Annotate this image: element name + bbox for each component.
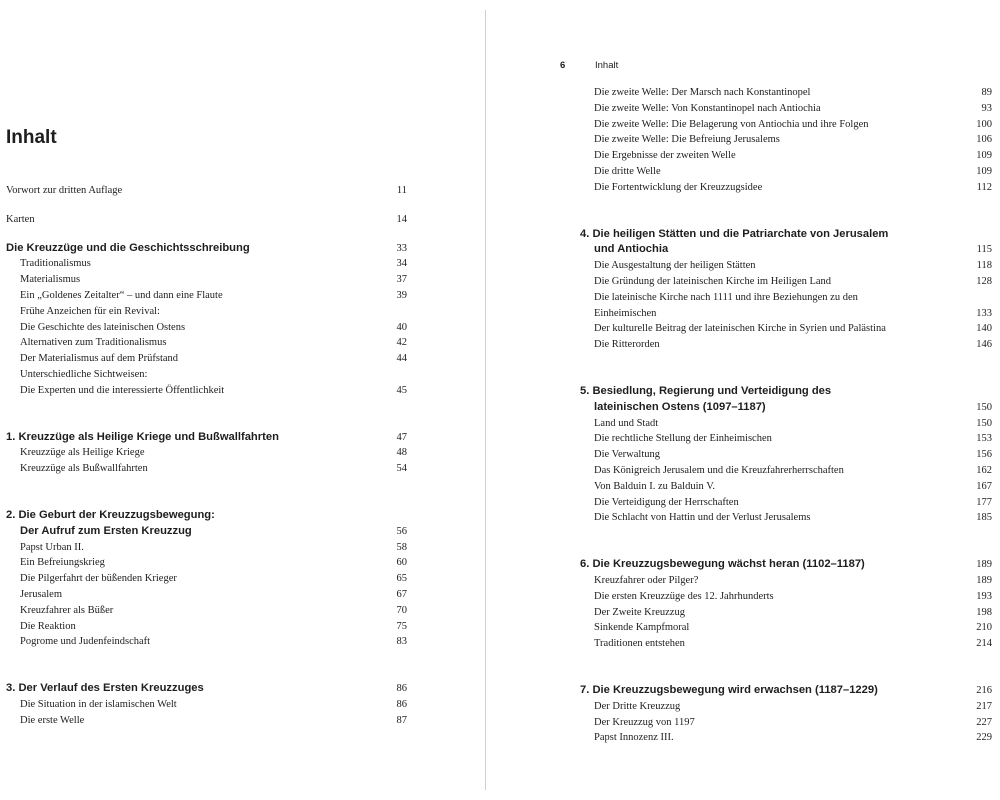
toc-entry-page: 217 bbox=[976, 700, 992, 712]
toc-entry bbox=[6, 335, 407, 351]
toc-entry-page: 153 bbox=[976, 433, 992, 445]
toc-entry-title: Papst Urban II. bbox=[20, 541, 84, 553]
toc-entry-title: Der Zweite Kreuzzug bbox=[594, 606, 685, 618]
toc-entry-title: 3. Der Verlauf des Ersten Kreuzzuges bbox=[6, 682, 204, 695]
toc-entry-page: 118 bbox=[976, 260, 992, 272]
toc-entry bbox=[594, 715, 992, 731]
toc-entry-page: 133 bbox=[976, 307, 992, 319]
toc-entry-title: Die zweite Welle: Von Konstantinopel nach Antiochia bbox=[594, 102, 821, 114]
toc-entry-title: Die zweite Welle: Der Marsch nach Konstantinopel bbox=[594, 87, 811, 98]
toc-entry-title: Die Fortentwicklung der Kreuzzugsidee bbox=[594, 181, 763, 193]
toc-entry-title: Die Gründung der lateinischen Kirche im Heiligen Land bbox=[594, 275, 832, 287]
toc-entry bbox=[594, 463, 992, 479]
toc-entry-title: Kreuzfahrer als Büßer bbox=[20, 604, 114, 616]
toc-chapter-heading bbox=[6, 524, 407, 540]
toc-entry bbox=[594, 321, 992, 337]
toc-entry-page: 34 bbox=[396, 258, 407, 270]
toc-entry-page: 65 bbox=[396, 573, 407, 585]
toc-entry bbox=[594, 416, 992, 432]
toc-entry bbox=[6, 540, 407, 556]
toc-entry-title: Die Ritterorden bbox=[594, 339, 660, 351]
toc-entry-title: 7. Die Kreuzzugsbewegung wird erwachsen (1187–1229) bbox=[580, 683, 878, 696]
toc-entry-title: Land und Stadt bbox=[594, 417, 659, 429]
toc-entry bbox=[6, 555, 407, 571]
toc-entry-title: Unterschiedliche Sichtweisen: bbox=[20, 368, 148, 380]
toc-entry-page: 185 bbox=[976, 512, 992, 524]
toc-entry-title: Karten bbox=[6, 213, 35, 225]
toc-entry-page: 42 bbox=[396, 337, 407, 349]
toc-entry bbox=[6, 697, 407, 713]
toc-entry-title: Die rechtliche Stellung der Einheimischen bbox=[594, 433, 772, 445]
toc-entry-page: 198 bbox=[976, 606, 992, 618]
toc-entry-title: 1. Kreuzzüge als Heilige Kriege und Bußwallfahrten bbox=[6, 430, 279, 443]
toc-entry-title: Pogrome und Judenfeindschaft bbox=[20, 636, 151, 648]
toc-entry-title: Die zweite Welle: Die Belagerung von Antiochia und ihre Folgen bbox=[594, 118, 869, 130]
toc-entry-page: 14 bbox=[396, 213, 407, 225]
toc-entry-page: 56 bbox=[396, 525, 407, 537]
toc-entry-title: lateinischen Ostens (1097–1187) bbox=[594, 400, 766, 413]
toc-entry-page: 109 bbox=[976, 150, 992, 162]
toc-entry bbox=[594, 573, 992, 589]
toc-entry-title: Traditionen entstehen bbox=[594, 638, 685, 650]
toc-entry bbox=[594, 431, 992, 447]
toc-entry-title: Alternativen zum Traditionalismus bbox=[20, 337, 167, 349]
toc-entry-title: Der kulturelle Beitrag der lateinischen Kirche in Syrien und Palästina bbox=[594, 323, 886, 335]
toc-entry-title: Die Ausgestaltung der heiligen Stätten bbox=[594, 260, 756, 272]
toc-entry-title: Die Kreuzzüge und die Geschichtsschreibung bbox=[6, 241, 250, 254]
toc-entry-page: 189 bbox=[976, 559, 992, 571]
toc-chapter-heading bbox=[580, 227, 992, 243]
toc-entry bbox=[594, 290, 992, 306]
toc-entry bbox=[6, 183, 407, 199]
toc-entry bbox=[594, 620, 992, 636]
toc-entry-title: Die Verwaltung bbox=[594, 449, 660, 461]
toc-entry-page: 156 bbox=[976, 449, 992, 461]
toc-entry bbox=[6, 445, 407, 461]
toc-entry-page: 112 bbox=[976, 181, 992, 193]
toc-entry-title: Ein „Goldenes Zeitalter“ – und dann eine Flaute bbox=[20, 289, 223, 301]
toc-entry-title: Kreuzzüge als Heilige Kriege bbox=[20, 447, 145, 459]
toc-entry-title: 6. Die Kreuzzugsbewegung wächst heran (1102–1187) bbox=[580, 558, 865, 571]
toc-entry bbox=[594, 101, 992, 117]
toc-left bbox=[6, 183, 407, 729]
toc-entry bbox=[6, 304, 407, 320]
toc-entry-title: Das Königreich Jerusalem und die Kreuzfahrerherrschaften bbox=[594, 464, 844, 476]
toc-entry-page: 87 bbox=[396, 714, 407, 726]
toc-entry-page: 150 bbox=[976, 401, 992, 413]
toc-entry-page: 150 bbox=[976, 417, 992, 429]
toc-entry bbox=[594, 337, 992, 353]
toc-entry-title: Der Kreuzzug von 1197 bbox=[594, 716, 695, 728]
toc-entry-page: 70 bbox=[396, 604, 407, 616]
toc-entry-title: Einheimischen bbox=[594, 307, 657, 319]
toc-entry-page: 109 bbox=[976, 165, 992, 177]
toc-entry-page: 83 bbox=[396, 636, 407, 648]
toc-entry-page: 167 bbox=[976, 480, 992, 492]
toc-entry-page: 216 bbox=[976, 684, 992, 696]
toc-entry-page: 60 bbox=[396, 557, 407, 569]
toc-entry-page: 86 bbox=[396, 698, 407, 710]
toc-entry-page: 47 bbox=[396, 431, 407, 443]
toc-entry-page: 54 bbox=[396, 463, 407, 475]
toc-entry bbox=[594, 605, 992, 621]
toc-entry-page: 214 bbox=[976, 638, 992, 650]
toc-chapter-heading bbox=[580, 683, 992, 699]
toc-entry bbox=[6, 367, 407, 383]
toc-entry-title: Kreuzzüge als Bußwallfahrten bbox=[20, 463, 148, 475]
toc-entry-page: 67 bbox=[396, 588, 407, 600]
toc-entry-page: 140 bbox=[976, 323, 992, 335]
toc-entry-title: Von Balduin I. zu Balduin V. bbox=[594, 480, 716, 492]
toc-entry bbox=[6, 383, 407, 399]
toc-entry-title: Der Aufruf zum Ersten Kreuzzug bbox=[20, 524, 192, 537]
toc-entry-page: 189 bbox=[976, 574, 992, 586]
toc-entry-page: 177 bbox=[976, 496, 992, 508]
toc-entry bbox=[6, 256, 407, 272]
toc-entry-title: 4. Die heiligen Stätten und die Patriarchate von Jerusalem bbox=[580, 227, 889, 240]
toc-chapter-heading bbox=[594, 400, 992, 416]
toc-entry-page: 89 bbox=[981, 87, 992, 98]
toc-entry-page: 11 bbox=[396, 185, 407, 196]
toc-entry bbox=[594, 148, 992, 164]
toc-entry-page: 210 bbox=[976, 622, 992, 634]
toc-right bbox=[580, 85, 992, 746]
left-page bbox=[0, 0, 480, 800]
toc-chapter-heading bbox=[6, 681, 407, 697]
toc-entry-title: Der Materialismus auf dem Prüfstand bbox=[20, 353, 179, 365]
toc-entry bbox=[594, 730, 992, 746]
running-page-number: 6 bbox=[560, 60, 566, 71]
toc-entry bbox=[6, 212, 407, 228]
toc-entry-title: Die Ergebnisse der zweiten Welle bbox=[594, 150, 736, 162]
toc-entry bbox=[594, 258, 992, 274]
toc-entry bbox=[594, 117, 992, 133]
toc-entry-title: Die Verteidigung der Herrschaften bbox=[594, 496, 739, 508]
toc-entry-page: 100 bbox=[976, 118, 992, 130]
toc-entry bbox=[6, 713, 407, 729]
toc-entry bbox=[6, 272, 407, 288]
toc-entry-page: 106 bbox=[976, 134, 992, 146]
toc-entry bbox=[594, 495, 992, 511]
toc-entry bbox=[594, 85, 992, 101]
toc-entry-page: 227 bbox=[976, 716, 992, 728]
toc-entry bbox=[6, 571, 407, 587]
toc-chapter-heading bbox=[580, 384, 992, 400]
toc-entry-title: Vorwort zur dritten Auflage bbox=[6, 185, 123, 196]
toc-entry bbox=[594, 164, 992, 180]
toc-entry-title: Jerusalem bbox=[20, 588, 62, 600]
toc-entry-page: 58 bbox=[396, 541, 407, 553]
toc-entry-title: Materialismus bbox=[20, 274, 81, 286]
toc-entry-title: Der Dritte Kreuzzug bbox=[594, 700, 681, 712]
toc-chapter-heading bbox=[594, 242, 992, 258]
toc-entry bbox=[594, 274, 992, 290]
toc-entry bbox=[594, 180, 992, 196]
toc-entry-title: Die Experten und die interessierte Öffentlichkeit bbox=[20, 384, 225, 396]
toc-entry bbox=[594, 132, 992, 148]
toc-entry-page: 75 bbox=[396, 620, 407, 632]
toc-entry bbox=[6, 351, 407, 367]
toc-entry-title: Traditionalismus bbox=[20, 258, 91, 270]
toc-entry-page: 146 bbox=[976, 339, 992, 351]
toc-entry bbox=[594, 510, 992, 526]
toc-entry-page: 128 bbox=[976, 275, 992, 287]
book-gutter bbox=[485, 10, 486, 790]
toc-entry-title: Die Geschichte des lateinischen Ostens bbox=[20, 321, 186, 333]
toc-entry bbox=[6, 320, 407, 336]
toc-entry-title: 5. Besiedlung, Regierung und Verteidigung des bbox=[580, 384, 832, 397]
toc-entry-title: Sinkende Kampfmoral bbox=[594, 622, 690, 634]
toc-chapter-heading bbox=[580, 557, 992, 573]
toc-entry-page: 115 bbox=[976, 244, 992, 256]
toc-entry-page: 162 bbox=[976, 464, 992, 476]
toc-entry-title: Die Pilgerfahrt der büßenden Krieger bbox=[20, 573, 177, 585]
toc-entry-title: Die ersten Kreuzzüge des 12. Jahrhunderts bbox=[594, 590, 774, 602]
toc-entry bbox=[594, 589, 992, 605]
toc-entry-title: Die lateinische Kirche nach 1111 und ihre Beziehungen zu den bbox=[594, 291, 858, 303]
toc-entry-page: 33 bbox=[396, 242, 407, 254]
toc-entry-page: 40 bbox=[396, 321, 407, 333]
toc-entry-title: Die Situation in der islamischen Welt bbox=[20, 698, 177, 710]
toc-entry bbox=[6, 603, 407, 619]
toc-entry bbox=[6, 587, 407, 603]
toc-entry-title: Die Reaktion bbox=[20, 620, 76, 632]
toc-chapter-heading bbox=[6, 241, 407, 257]
toc-chapter-heading bbox=[6, 430, 407, 446]
toc-entry-title: Papst Innozenz III. bbox=[594, 732, 674, 744]
toc-entry-title: Frühe Anzeichen für ein Revival: bbox=[20, 305, 160, 317]
toc-entry-title: Die zweite Welle: Die Befreiung Jerusalems bbox=[594, 134, 780, 146]
toc-entry bbox=[6, 288, 407, 304]
toc-entry-page: 93 bbox=[981, 102, 992, 114]
toc-entry-page: 48 bbox=[396, 447, 407, 459]
toc-entry bbox=[594, 479, 992, 495]
toc-entry-title: Die erste Welle bbox=[20, 714, 85, 726]
toc-entry bbox=[6, 461, 407, 477]
toc-entry-page: 37 bbox=[396, 274, 407, 286]
toc-entry-title: Die Schlacht von Hattin und der Verlust Jerusalems bbox=[594, 512, 811, 524]
toc-entry bbox=[6, 634, 407, 650]
toc-entry bbox=[6, 619, 407, 635]
toc-entry-page: 45 bbox=[396, 384, 407, 396]
toc-entry-title: und Antiochia bbox=[594, 243, 669, 256]
toc-entry bbox=[594, 699, 992, 715]
toc-entry bbox=[594, 447, 992, 463]
toc-entry-title: Die dritte Welle bbox=[594, 165, 661, 177]
toc-entry bbox=[594, 306, 992, 322]
toc-entry-title: Kreuzfahrer oder Pilger? bbox=[594, 574, 699, 586]
toc-entry-page: 44 bbox=[396, 353, 407, 365]
toc-entry-page: 86 bbox=[396, 683, 407, 695]
toc-chapter-heading bbox=[6, 508, 407, 524]
toc-entry-page: 229 bbox=[976, 732, 992, 744]
toc-entry-title: Ein Befreiungskrieg bbox=[20, 557, 105, 569]
running-title: Inhalt bbox=[595, 60, 619, 71]
toc-entry-page: 193 bbox=[976, 590, 992, 602]
right-page bbox=[490, 0, 1000, 800]
toc-entry bbox=[594, 636, 992, 652]
page-title: Inhalt bbox=[6, 127, 57, 148]
toc-entry-title: 2. Die Geburt der Kreuzzugsbewegung: bbox=[6, 508, 215, 521]
toc-entry-page: 39 bbox=[396, 289, 407, 301]
